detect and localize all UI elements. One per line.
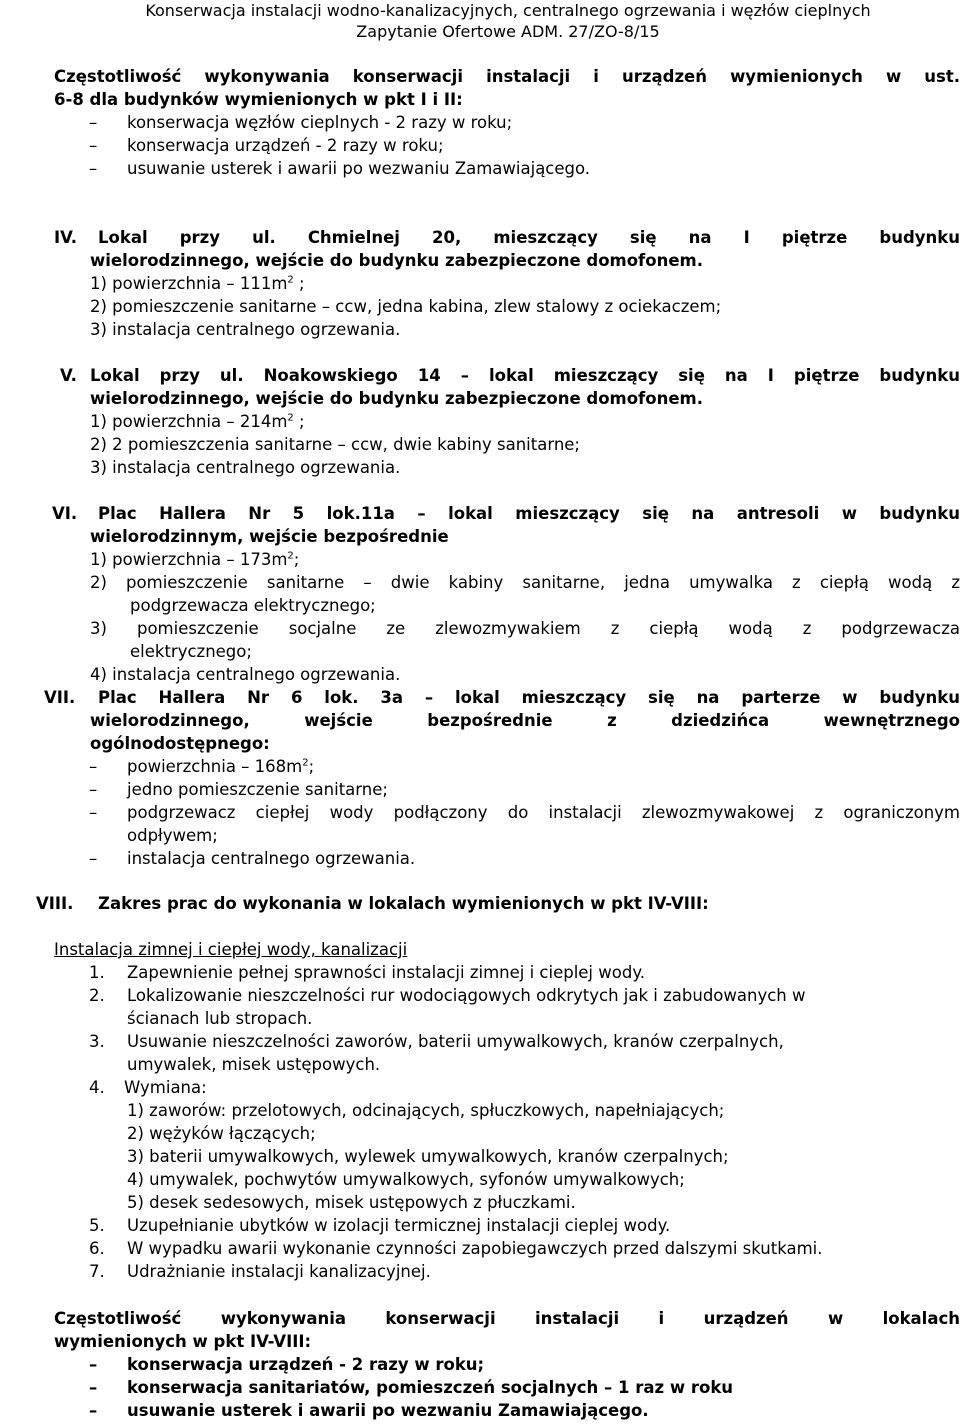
section-v xyxy=(54,364,960,479)
frequency-heading-line1: Częstotliwość wykonywania konserwacji instalacji i urządzeń wymienionych w ust. xyxy=(54,67,960,86)
list-item: 1. Zapewnienie pełnej sprawności instalacji zimnej i cieplej wody. xyxy=(89,963,645,982)
section-title-cont: wielorodzinnym, wejście bezpośrednie xyxy=(90,527,449,546)
frequency-section-1 xyxy=(54,65,960,180)
list-item: – konserwacja węzłów cieplnych - 2 razy w roku; xyxy=(89,113,513,132)
area-item: 1) powierzchnia – $111m^2$ ; xyxy=(90,274,305,293)
page-header xyxy=(0,0,960,42)
list-item: 5. Uzupełnianie ubytków w izolacji termicznej instalacji cieplej wody. xyxy=(89,1216,671,1235)
section-number: VIII. xyxy=(36,894,74,913)
sub-list-item: 1) zaworów: przelotowych, odcinających, spłuczkowych, napełniających; xyxy=(127,1101,725,1120)
header-reference: Zapytanie Ofertowe ADM. 27/ZO-8/15 xyxy=(356,22,660,41)
list-item: 4. Wymiana: xyxy=(89,1078,207,1097)
installation-heading: Instalacja zimnej i ciepłej wody, kanalizacji xyxy=(54,940,408,959)
frequency-heading-line2: 6-8 dla budynków wymienionych w pkt I i II: xyxy=(54,90,463,109)
header-title: Konserwacja instalacji wodno-kanalizacyjnych, centralnego ogrzewania i węzłów cieplnych xyxy=(145,1,871,20)
section-title: Plac Hallera Nr 5 lok.11a – lokal mieszczący się na antresoli w budynku xyxy=(98,504,960,523)
sub-list-item: 3) baterii umywalkowych, wylewek umywalkowych, kranów czerpalnych; xyxy=(127,1147,729,1166)
frequency-section-2 xyxy=(54,1307,960,1422)
section-number: V. xyxy=(60,366,77,385)
section-title-cont: wielorodzinnego, wejście do budynku zabezpieczone domofonem. xyxy=(90,251,703,270)
sub-list-item: 4) umywalek, pochwytów umywalkowych, syfonów umywalkowych; xyxy=(127,1170,685,1189)
sub-list-item: 5) desek sedesowych, misek ustępowych z płuczkami. xyxy=(127,1193,576,1212)
list-item: – jedno pomieszczenie sanitarne; xyxy=(89,780,388,799)
section-title: Zakres prac do wykonania w lokalach wymienionych w pkt IV-VIII: xyxy=(98,894,709,913)
list-item: 2. Lokalizowanie nieszczelności rur wodociągowych odkrytych jak i zabudowanych w xyxy=(89,986,806,1005)
list-item: 4) instalacja centralnego ogrzewania. xyxy=(90,665,401,684)
area-item: 1) powierzchnia – $173m^2$; xyxy=(90,550,300,569)
list-item: 2) 2 pomieszczenia sanitarne – ccw, dwie kabiny sanitarne; xyxy=(90,435,580,454)
list-item: – konserwacja urządzeń - 2 razy w roku; xyxy=(89,1355,485,1374)
section-vi xyxy=(54,502,960,686)
list-item: – konserwacja sanitariatów, pomieszczeń socjalnych – 1 raz w roku xyxy=(89,1378,734,1397)
list-item: – konserwacja urządzeń - 2 razy w roku; xyxy=(89,136,444,155)
list-item: – powierzchnia – $168m^2$; xyxy=(89,757,315,776)
section-number: IV. xyxy=(54,228,78,247)
list-item: 7. Udrażnianie instalacji kanalizacyjnej. xyxy=(89,1262,431,1281)
section-title-cont: ogólnodostępnego: xyxy=(90,734,270,753)
list-item: – podgrzewacz ciepłej wody podłączony do instalacji zlewozmywakowej z ograniczonym xyxy=(89,803,960,822)
list-item: 3) pomieszczenie socjalne ze zlewozmywakiem z ciepłą wodą z podgrzewacza xyxy=(90,619,960,638)
list-item: 2) pomieszczenie sanitarne – dwie kabiny sanitarne, jedna umywalka z ciepłą wodą z xyxy=(90,573,960,592)
list-item-cont: podgrzewacza elektrycznego; xyxy=(130,596,376,615)
section-title-cont: wielorodzinnego, wejście do budynku zabezpieczone domofonem. xyxy=(90,389,703,408)
list-item: – usuwanie usterek i awarii po wezwaniu Zamawiającego. xyxy=(89,1401,649,1420)
list-item-cont: ścianach lub stropach. xyxy=(127,1009,313,1028)
list-item: 3) instalacja centralnego ogrzewania. xyxy=(90,320,401,339)
list-item: 3. Usuwanie nieszczelności zaworów, baterii umywalkowych, kranów czerpalnych, xyxy=(89,1032,784,1051)
list-item: 3) instalacja centralnego ogrzewania. xyxy=(90,458,401,477)
section-iv xyxy=(54,226,960,341)
frequency-heading-line1: Częstotliwość wykonywania konserwacji instalacji i urządzeń w lokalach xyxy=(54,1309,960,1328)
list-item: 2) pomieszczenie sanitarne – ccw, jedna kabina, zlew stalowy z ociekaczem; xyxy=(90,297,722,316)
section-viii xyxy=(36,892,960,915)
area-item: 1) powierzchnia – $214m^2$ ; xyxy=(90,412,305,431)
section-title: Lokal przy ul. Chmielnej 20, mieszczący się na I piętrze budynku xyxy=(98,228,960,247)
list-item-cont: umywalek, misek ustępowych. xyxy=(127,1055,381,1074)
sub-list-item: 2) wężyków łączących; xyxy=(127,1124,316,1143)
list-item: – usuwanie usterek i awarii po wezwaniu Zamawiającego. xyxy=(89,159,591,178)
section-number: VI. xyxy=(52,504,78,523)
list-item-cont: odpływem; xyxy=(127,826,218,845)
list-item: – instalacja centralnego ogrzewania. xyxy=(89,849,416,868)
section-title-cont: wielorodzinnego, wejście bezpośrednie z dziedzińca wewnętrznego xyxy=(90,711,960,730)
list-item: 6. W wypadku awarii wykonanie czynności zapobiegawczych przed dalszymi skutkami. xyxy=(89,1239,823,1258)
section-title: Lokal przy ul. Noakowskiego 14 – lokal mieszczący się na I piętrze budynku xyxy=(90,366,960,385)
section-title: Plac Hallera Nr 6 lok. 3a – lokal mieszczący się na parterze w budynku xyxy=(98,688,960,707)
list-item-cont: elektrycznego; xyxy=(130,642,252,661)
frequency-heading-line2: wymienionych w pkt IV-VIII: xyxy=(54,1332,312,1351)
section-number: VII. xyxy=(44,688,76,707)
installation-section xyxy=(54,938,960,1283)
section-vii xyxy=(44,686,960,870)
